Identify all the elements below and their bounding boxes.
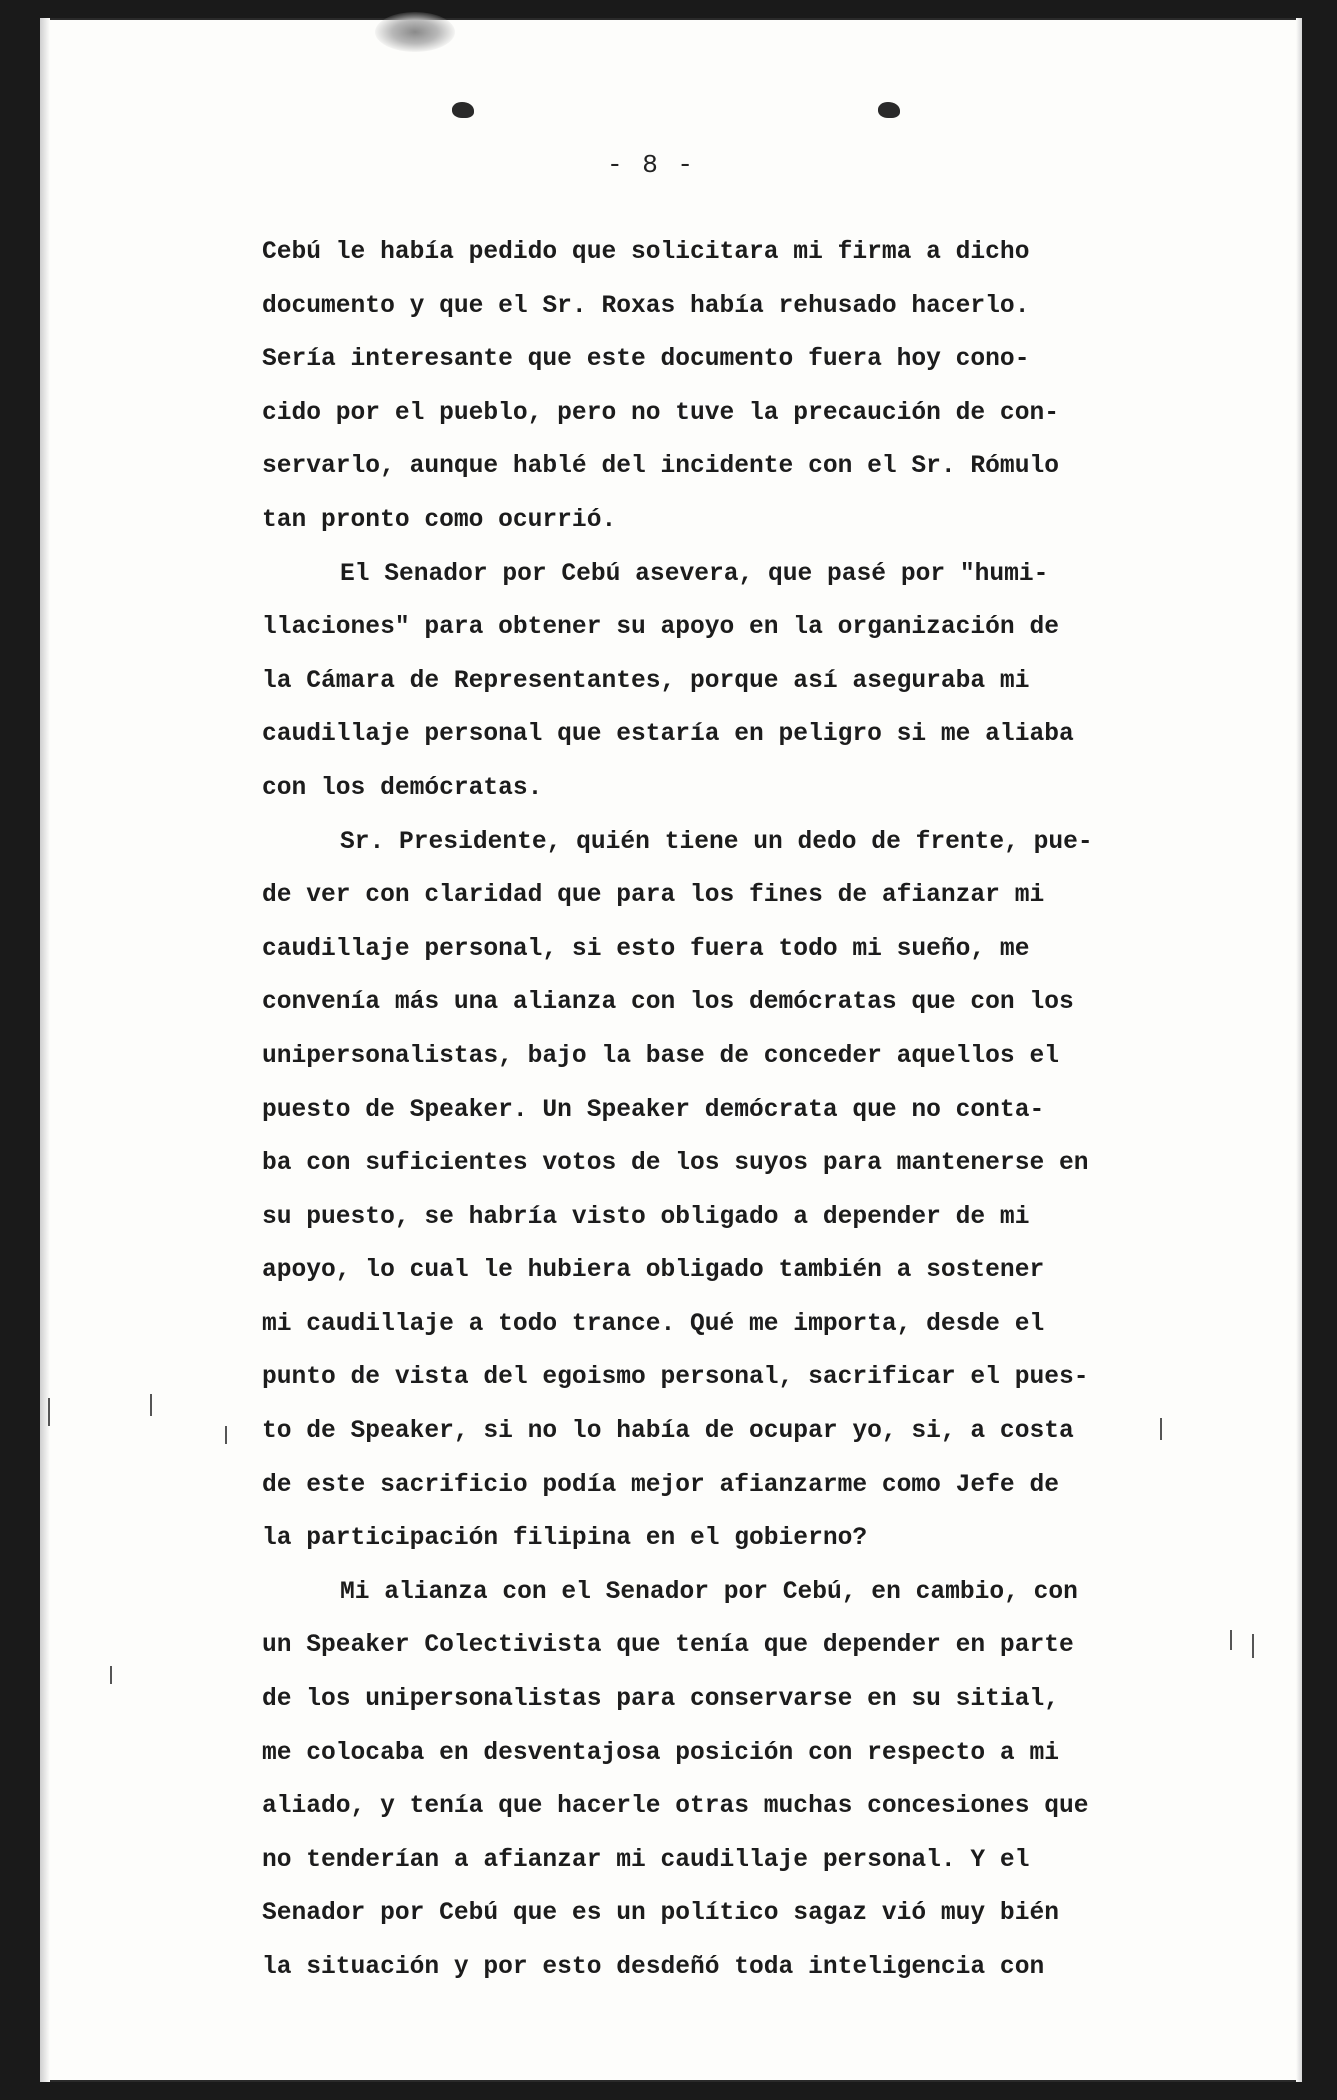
text-line: documento y que el Sr. Roxas había rehusado hacerlo. (262, 292, 1030, 320)
text-line: de este sacrificio podía mejor afianzarme como Jefe de (262, 1471, 1059, 1499)
punch-hole-left (452, 102, 474, 118)
text-line: con los demócratas. (262, 774, 543, 802)
text-line: mi caudillaje a todo trance. Qué me importa, desde el (262, 1310, 1045, 1338)
text-line: Mi alianza con el Senador por Cebú, en cambio, con (340, 1578, 1078, 1606)
text-line: unipersonalistas, bajo la base de conceder aquellos el (262, 1042, 1059, 1070)
scan-mark (225, 1426, 227, 1444)
scan-mark (1160, 1418, 1162, 1440)
document-page (40, 18, 1302, 2082)
scan-mark (150, 1394, 152, 1416)
scan-mark (110, 1666, 112, 1684)
text-line: Cebú le había pedido que solicitara mi firma a dicho (262, 239, 1030, 266)
text-line: no tenderían a afianzar mi caudillaje personal. Y el (262, 1846, 1030, 1874)
text-line: me colocaba en desventajosa posición con respecto a mi (262, 1739, 1059, 1767)
scan-mark (1230, 1630, 1232, 1650)
paper-stain (375, 12, 455, 52)
text-line: llaciones" para obtener su apoyo en la organización de (262, 614, 1059, 642)
text-line: aliado, y tenía que hacerle otras muchas concesiones que (262, 1793, 1089, 1821)
text-line: la situación y por esto desdeñó toda inteligencia con (262, 1954, 1045, 1981)
scan-mark (48, 1398, 50, 1426)
scan-mark (1252, 1634, 1254, 1658)
text-line: de ver con claridad que para los fines de afianzar mi (262, 882, 1045, 910)
text-line: tan pronto como ocurrió. (262, 506, 617, 534)
text-line: caudillaje personal que estaría en peligro si me aliaba (262, 721, 1074, 749)
text-line: ba con suficientes votos de los suyos para mantenerse en (262, 1150, 1089, 1178)
text-line: cido por el pueblo, pero no tuve la precaución de con- (262, 399, 1059, 427)
text-line: Sr. Presidente, quién tiene un dedo de frente, pue- (340, 828, 1093, 856)
page-number: - 8 - (606, 150, 695, 180)
text-line: caudillaje personal, si esto fuera todo mi sueño, me (262, 935, 1030, 963)
text-line: un Speaker Colectivista que tenía que depender en parte (262, 1632, 1074, 1660)
text-line: convenía más una alianza con los demócratas que con los (262, 989, 1074, 1017)
page-right-edge (1296, 18, 1302, 2082)
page-left-edge (40, 18, 50, 2082)
text-line: puesto de Speaker. Un Speaker demócrata que no conta- (262, 1096, 1045, 1124)
text-line: la Cámara de Representantes, porque así aseguraba mi (262, 667, 1030, 695)
text-line: servarlo, aunque hablé del incidente con el Sr. Rómulo (262, 453, 1059, 481)
text-line: Senador por Cebú que es un político sagaz vió muy bién (262, 1900, 1059, 1928)
punch-hole-right (878, 102, 900, 118)
text-line: punto de vista del egoismo personal, sacrificar el pues- (262, 1364, 1089, 1392)
text-line: de los unipersonalistas para conservarse en su sitial, (262, 1686, 1059, 1714)
text-line: Sería interesante que este documento fuera hoy cono- (262, 346, 1030, 374)
text-line: to de Speaker, si no lo había de ocupar yo, si, a costa (262, 1418, 1074, 1446)
text-line: apoyo, lo cual le hubiera obligado también a sostener (262, 1257, 1045, 1285)
typed-body-text (262, 226, 1202, 1995)
text-line: El Senador por Cebú asevera, que pasé por "humi- (340, 560, 1049, 588)
text-line: la participación filipina en el gobierno? (262, 1525, 868, 1553)
text-line: su puesto, se habría visto obligado a depender de mi (262, 1203, 1030, 1231)
